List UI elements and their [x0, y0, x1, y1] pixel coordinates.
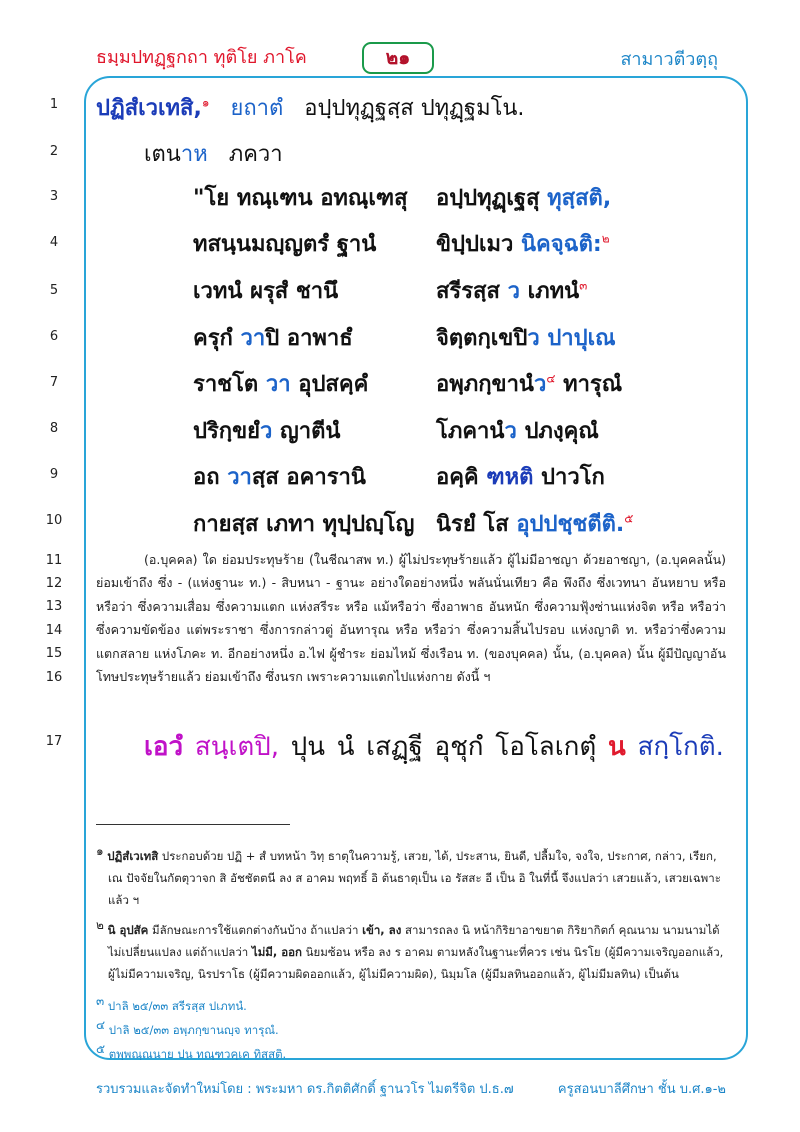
verse-text: สรีรสฺส: [436, 279, 508, 304]
verse-text: อคฺคิ: [436, 465, 487, 490]
text-line-1: [96, 90, 524, 125]
verse-text: ทารุณํ: [555, 372, 623, 397]
footnote-4: [96, 1014, 726, 1041]
line-number: 16: [45, 670, 63, 685]
verse-highlight: ว: [504, 419, 517, 444]
footnote-term: เข้า, ลง: [362, 922, 402, 937]
line-number: 10: [45, 513, 63, 528]
verse-text: "โย ทณฺเฑน อทณฺเฑสุ: [193, 186, 408, 211]
verse-highlight: ว: [507, 279, 520, 304]
text-segment-blue: าห: [180, 142, 208, 167]
word: สนฺเตปิ,: [194, 732, 280, 762]
book-title: ธมฺมปทฏฺฐกถา ทุติโย ภาโค: [96, 47, 307, 68]
verse-text: นิรยํ โส: [436, 512, 517, 537]
line-number: 9: [49, 467, 59, 482]
verse-left: [193, 366, 368, 401]
line-number: 5: [49, 283, 59, 298]
verse-highlight: วา: [265, 372, 291, 397]
verse-left: [193, 273, 338, 308]
footnote-mark: ๓: [579, 278, 588, 293]
footnote-1: [96, 840, 726, 911]
text-line-2: [144, 136, 283, 171]
text-segment: เตน: [144, 142, 181, 167]
verse-right: [436, 413, 599, 448]
line-number: 8: [49, 421, 59, 436]
line-number: 3: [49, 189, 59, 204]
verse-text: ญาตีนํ: [272, 419, 341, 444]
verse-text: ปาวโก: [533, 465, 605, 490]
footnote-text: นิยมซ้อน หรือ ลง ร อาคม ตามหลังในฐานะที่ควร เช่น นิรโย (ผู้มีความเจริญออกแล้ว, ผู้ไม่มีความเจริญ, นิรปราโธ (ผู้มีความผิดออกแล้ว, ผู้ไม่มีความผิด), นิมฺมโล (ผู้มีมลทินออกแล้ว, ผู้ไม่มีมลทิน) เป็นต้น: [108, 944, 724, 981]
footnote-text: ปาลิ ๒๕/๓๓ อพฺภกฺขานญฺจ ทารุณํ.: [108, 1022, 279, 1037]
footnote-text: มีลักษณะการใช้แตกต่างกันบ้าง ถ้าแปลว่า: [152, 922, 359, 937]
line-number: 13: [45, 599, 63, 614]
verse-text: ปภงฺคุณํ: [516, 419, 599, 444]
verse-right: [436, 180, 611, 215]
verse-right: [436, 366, 622, 401]
footer-author: รวบรวมและจัดทำใหม่โดย : พระมหา ดร.กิตติศักดิ์ ฐานวโร ไมตรีจิต ป.ธ.๗: [96, 1082, 514, 1097]
footnote-text: ประกอบด้วย ปฏิ + สํ บทหน้า วิทฺ ธาตุในความรู้, เสวย, ได้, ประสาน, ยินดี, ปลื้มใจ, จงใจ, ประกาศ, กล่าว, เรียก, เณ ปัจจัยในกัตตุวาจก สิ อัชชัตตนี ลง ส อาคม พฤทธิ์ อิ ต้นธาตุเป็น เอ รัสสะ อี เป็น อิ ในที่นี้ จึงแปลว่า เสวยแล้ว, เสวยเฉพาะแล้ว ฯ: [108, 848, 721, 907]
verse-text: จิตฺตกฺเขปิ: [436, 326, 528, 351]
word: อุชุกํ: [434, 732, 484, 762]
line-number: 2: [49, 144, 59, 159]
line-number: 1: [49, 97, 59, 112]
footnote-term: นิ อุปสัค: [107, 922, 149, 937]
verse-left: [193, 459, 366, 494]
verse-left: [193, 180, 408, 215]
footnote-term: ปฏิสํเวเทสิ: [107, 848, 159, 863]
word: นํ: [336, 732, 355, 762]
verse-right: [436, 506, 633, 541]
footnote-5: [96, 1038, 726, 1065]
verse-text: อพฺภกฺขานํ: [436, 372, 534, 397]
verse-right: [436, 459, 605, 494]
verse-text: ครุกํ: [193, 326, 241, 351]
word: ปุน: [290, 732, 326, 762]
line-number: 4: [49, 235, 59, 250]
verse-right: [436, 226, 610, 261]
line-number: 14: [45, 623, 63, 638]
line-number: 15: [45, 646, 63, 661]
verse-text: ขิปฺปเมว: [436, 232, 522, 257]
footnote-text: ปาลิ ๒๕/๓๓ สรีรสฺส ปเภทนํ.: [107, 998, 247, 1013]
verse-highlight: นิคจฺฉติ:: [521, 232, 602, 257]
word: เสฏฺฐี: [366, 732, 423, 762]
verse-highlight: วา: [227, 465, 252, 490]
verse-left: [193, 413, 340, 448]
footnote-mark: ๔: [96, 1018, 106, 1032]
word-yatha: ยถาตํ: [230, 96, 284, 121]
verse-text: ปริกฺขยํ: [193, 419, 261, 444]
verse-left: [193, 320, 353, 355]
verse-right: [436, 320, 616, 355]
verse-text: สฺส อคารานิ: [251, 465, 366, 490]
word: โอโลเกตุํ: [495, 732, 597, 762]
word: น: [607, 732, 626, 762]
footnote-mark: ๔: [546, 371, 556, 386]
verse-highlight: อุปปชฺชตีติ.: [516, 512, 625, 537]
verse-text: เภทนํ: [519, 279, 580, 304]
footnote-mark: ๕: [96, 1042, 106, 1056]
verse-text: เวทนํ ผรุสํ ชานึ: [193, 279, 339, 304]
verse-highlight: ว: [260, 419, 273, 444]
page-number: ๒๑: [362, 42, 434, 74]
footnote-mark: ๑: [96, 844, 104, 858]
footnote-term: ไม่มี, ออก: [251, 944, 302, 959]
verse-highlight: ปาปุเณ: [539, 326, 616, 351]
footer-course: ครูสอนบาลีศึกษา ชั้น บ.ศ.๑-๒: [557, 1082, 726, 1097]
verse-text: ปิ อาพาธํ: [265, 326, 353, 351]
footnote-mark: ๑: [201, 95, 210, 110]
thai-translation: (อ.บุคคล) ใด ย่อมประทุษร้าย (ในชีณาสพ ท.) ผู้ไม่ประทุษร้ายแล้ว ผู้ไม่มีอาชญา ด้วยอาชญา, (อ.บุคคลนั้น) ย่อมเข้าถึง ซึ่ง - (แห่งฐานะ ท.) - สิบหนา - ฐานะ อย่างใดอย่างหนึ่ง พลันนั่นเทียว คือ พึงถึง ซึ่งเวทนา อันหยาบ หรือ หรือว่า ซึ่งความเสื่อม ซึ่งความแตก แห่งสรีระ หรือ แม้หรือว่า ซึ่งอาพาธ อันหนัก ซึ่งความฟุ้งซ่านแห่งจิต หรือ หรือว่า ซึ่งความขัดข้อง แต่พระราชา ซึ่งการกล่าวตู่ อันทารุณ หรือ หรือว่า ซึ่งความสิ้นไปรอบ แห่งญาติ ท. หรือว่าซึ่งความแตกสลาย แห่งโภคะ ท. อีกอย่างหนึ่ง อ.ไฟ ผู้ชำระ ย่อมไหม้ ซึ่งเรือน ท. (ของบุคคล) นั้น, (อ.บุคคล) นั้น ผู้มีปัญญาอันโทษประทุษร้ายแล้ว ย่อมเข้าถึง ซึ่งนรก เพราะความแตกไปแห่งกาย ดังนี้ ฯ: [96, 552, 726, 685]
footnote-mark: ๓: [96, 994, 105, 1008]
verse-highlight: ทุสฺสติ,: [547, 186, 612, 211]
verse-text: อปฺปทุฏฺเฐสุ: [436, 186, 548, 211]
keyword-patisamvedesi: ปฏิสํเวเทสิ,: [96, 96, 202, 121]
verse-text: อถ: [193, 465, 228, 490]
text-segment: อปฺปทุฏฺฐสฺส ปทุฏฺฐมโน.: [304, 96, 525, 121]
verse-text: อุปสคฺคํ: [290, 372, 369, 397]
footnote-text: สามารถลง นิ หน้ากิริยาอาขยาต กิริยากิตก์ คุณนาม นามนามได้ไม่เปลี่ยนแปลง แต่ถ้าแปลว่า: [108, 922, 720, 959]
verse-left: [193, 226, 376, 261]
footnote-mark: ๕: [624, 511, 634, 526]
footnote-mark: ๒: [96, 918, 104, 932]
line-number: 6: [49, 329, 59, 344]
footnote-mark: ๒: [601, 231, 610, 246]
text-line-17: [144, 726, 724, 767]
line-number: 12: [45, 576, 63, 591]
footnote-divider: [96, 824, 290, 825]
word: สกฺโกติ.: [637, 732, 724, 762]
line-number: 7: [49, 375, 59, 390]
verse-left: [193, 506, 414, 541]
footnote-2: [96, 914, 726, 985]
verse-text: โภคานํ: [436, 419, 505, 444]
verse-highlight: วา: [240, 326, 266, 351]
footnote-3: [96, 990, 726, 1017]
text-segment: ภควา: [228, 142, 283, 167]
verse-text: ราชโต: [193, 372, 266, 397]
line-number: 17: [45, 734, 63, 749]
verse-highlight: ว: [533, 372, 547, 397]
word: เอวํ: [144, 732, 184, 762]
verse-highlight: ฑหติ: [486, 465, 534, 490]
chapter-title: สามาวตีวตฺถุ: [620, 49, 718, 70]
verse-text: ทสนฺนมญฺญตรํ ฐานํ: [193, 232, 377, 257]
page-footer: [96, 1078, 726, 1099]
footnote-text: ตพฺพณฺณนาย ปน ทณฺฑวคฺเค ทิสฺสติ.: [108, 1046, 287, 1061]
verse-right: [436, 273, 587, 308]
verse-text: กายสฺส เภทา ทุปฺปญฺโญ: [193, 512, 415, 537]
verse-highlight: ว: [527, 326, 540, 351]
line-number: 11: [45, 553, 63, 568]
